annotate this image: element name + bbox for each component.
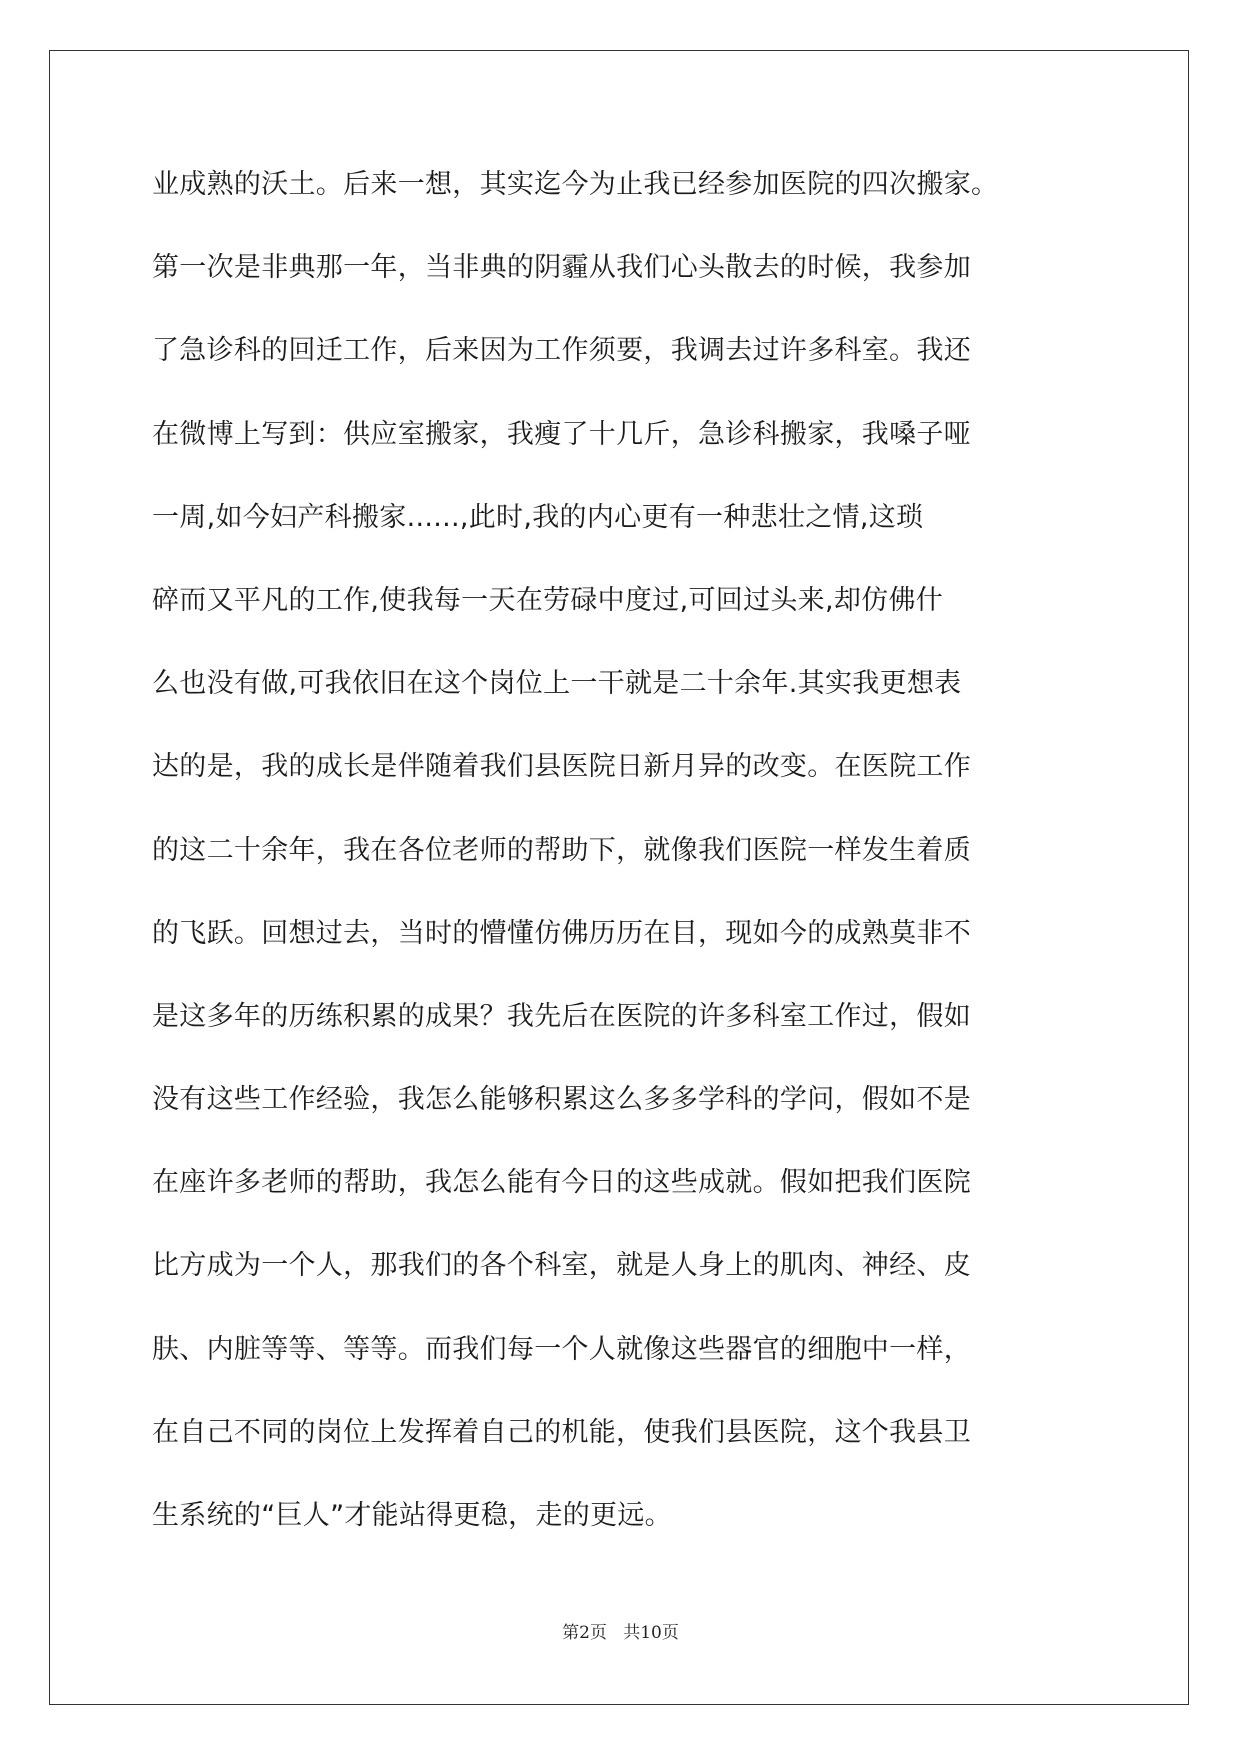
text-line: 业成熟的沃土。后来一想，其实迄今为止我已经参加医院的四次搬家。 xyxy=(152,169,999,200)
text-line: 在座许多老师的帮助，我怎么能有今日的这些成就。假如把我们医院 xyxy=(152,1167,971,1199)
text-line: 没有这些工作经验，我怎么能够积累这么多多学科的学问，假如不是 xyxy=(152,1084,971,1116)
text-line: 的飞跃。回想过去，当时的懵懂仿佛历历在目，现如今的成熟莫非不 xyxy=(152,917,971,949)
text-line: 是这多年的历练积累的成果？我先后在医院的许多科室工作过，假如 xyxy=(152,1000,971,1032)
text-line: 达的是，我的成长是伴随着我们县医院日新月异的改变。在医院工作 xyxy=(152,751,971,783)
text-line: 生系统的“巨人”才能站得更稳，走的更远。 xyxy=(152,1500,672,1531)
text-line: 么也没有做,可我依旧在这个岗位上一干就是二十余年.其实我更想表 xyxy=(152,668,962,700)
text-line: 的这二十余年，我在各位老师的帮助下，就像我们医院一样发生着质 xyxy=(152,834,971,866)
body-text xyxy=(152,164,1092,1578)
page-total: 共10页 xyxy=(623,1623,679,1643)
text-line: 一周,如今妇产科搬家......,此时,我的内心更有一种悲壮之情,这琐 xyxy=(152,501,924,533)
text-line: 比方成为一个人，那我们的各个科室，就是人身上的肌肉、神经、皮 xyxy=(152,1250,971,1282)
page-number: 第2页 xyxy=(562,1623,607,1643)
text-line: 肤、内脏等等、等等。而我们每一个人就像这些器官的细胞中一样， xyxy=(152,1333,971,1365)
text-line: 第一次是非典那一年，当非典的阴霾从我们心头散去的时候，我参加 xyxy=(152,252,971,284)
text-line: 碎而又平凡的工作,使我每一天在劳碌中度过,可回过头来,却仿佛什 xyxy=(152,584,944,616)
text-line: 在自己不同的岗位上发挥着自己的机能，使我们县医院，这个我县卫 xyxy=(152,1416,971,1448)
text-line: 了急诊科的回迁工作，后来因为工作须要，我调去过许多科室。我还 xyxy=(152,335,971,367)
text-line: 在微博上写到：供应室搬家，我瘦了十几斤，急诊科搬家，我嗓子哑 xyxy=(152,418,971,450)
page-footer xyxy=(0,1618,1241,1643)
